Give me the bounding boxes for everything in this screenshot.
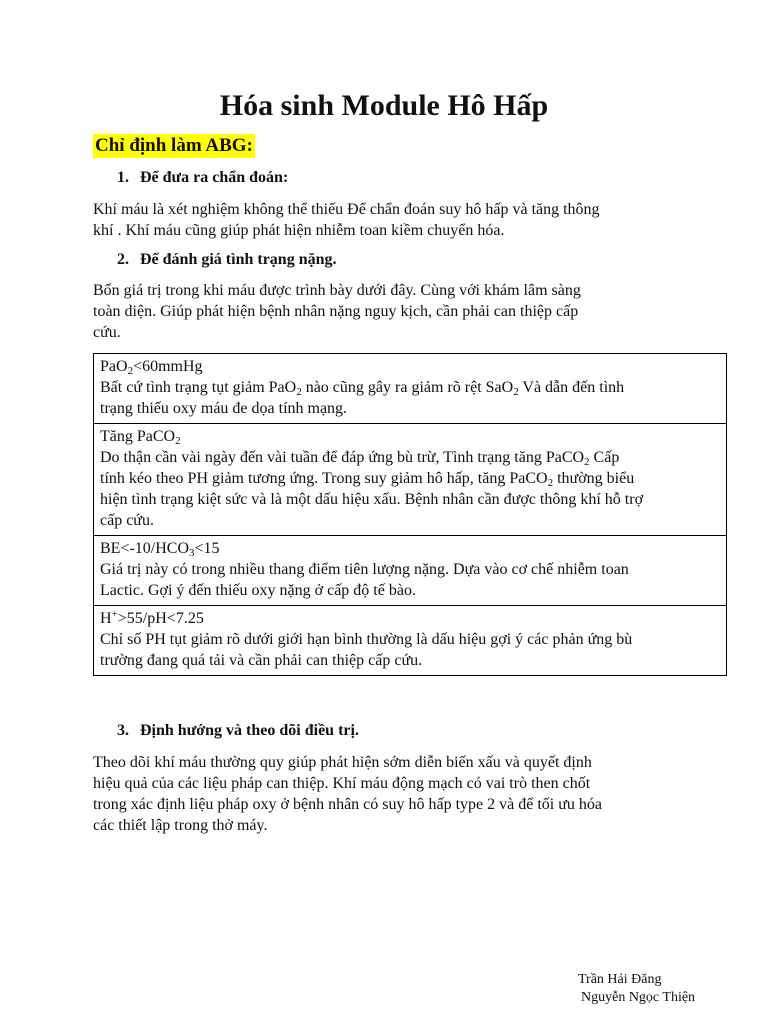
paragraph-line: Theo dõi khí máu thường quy giúp phát hiện sớm diễn biến xấu và quyết định — [93, 754, 592, 771]
item-heading-3 — [117, 720, 359, 742]
cell-line: Chỉ số PH tụt giảm rõ dưới giới hạn bình thường là dấu hiệu gợi ý các phản ứng bù — [100, 631, 633, 648]
cell-line: Lactic. Gợi ý đến thiếu oxy nặng ở cấp độ tế bào. — [100, 582, 416, 599]
cell-heading: $BE<-10/HCO_3<15$ — [100, 540, 220, 559]
table-cell-be-hco3 — [94, 536, 727, 606]
cell-line: Bất cứ tình trạng tụt giảm PaO$_2$ nào cũng gây ra giảm rõ rệt SaO$_2$ Và dẫn đến tình — [100, 379, 625, 398]
table-cell-ph — [94, 606, 727, 676]
table-row — [94, 354, 727, 424]
paragraph-line: hiệu quả của các liệu pháp can thiệp. Khí máu động mạch có vai trò then chốt — [93, 775, 591, 792]
item-paragraph-3 — [93, 752, 693, 836]
item-heading-1 — [117, 167, 288, 189]
table-cell-paco2 — [94, 424, 727, 536]
item-heading-text-2: Để đánh giá tình trạng nặng. — [140, 251, 337, 268]
criteria-table — [93, 353, 727, 676]
paragraph-line: các thiết lập trong thở máy. — [93, 817, 268, 834]
item-number-2: 2. — [117, 251, 129, 268]
cell-line: hiện tình trạng kiệt sức và là một dấu hiệu xấu. Bệnh nhân cần được thông khí hỗ trợ — [100, 491, 644, 508]
item-number-1: 1. — [117, 169, 129, 186]
paragraph-line: toàn diện. Giúp phát hiện bệnh nhân nặng nguy kịch, cần phải can thiệp cấp — [93, 303, 579, 320]
table-row — [94, 424, 727, 536]
author-name-2: Nguyễn Ngọc Thiện — [581, 990, 696, 1005]
cell-line: tính kéo theo PH giảm tương ứng. Trong suy giảm hô hấp, tăng PaCO$_2$ thường biểu — [100, 470, 635, 489]
cell-line: Giá trị này có trong nhiều thang điểm tiên lượng nặng. Dựa vào cơ chế nhiễm toan — [100, 561, 629, 578]
item-paragraph-2 — [93, 280, 693, 343]
item-heading-text-1: Để đưa ra chẩn đoán: — [140, 169, 289, 186]
document-title: Hóa sinh Module Hô Hấp — [219, 89, 549, 122]
table-cell-pao2 — [94, 354, 727, 424]
author-name-1: Trần Hải Đăng — [578, 972, 662, 987]
paragraph-line: cứu. — [93, 324, 121, 341]
cell-line: Do thận cần vài ngày đến vài tuần để đáp ứng bù trừ, Tình trạng tăng PaCO$_2$ Cấp — [100, 449, 620, 468]
cell-heading: Tăng PaCO$_2$ — [100, 428, 181, 447]
cell-heading: H+>55/pH<7.25 — [100, 608, 204, 627]
item-heading-text-3: Định hướng và theo dõi điều trị. — [140, 722, 359, 739]
cell-line: cấp cứu. — [100, 512, 154, 529]
item-heading-2 — [117, 249, 337, 271]
paragraph-line: Bốn giá trị trong khi máu được trình bày dưới đây. Cùng với khám lâm sàng — [93, 282, 581, 299]
table-row — [94, 536, 727, 606]
section-heading-abg: Chỉ định làm ABG: — [95, 135, 253, 156]
paragraph-line: Khí máu là xét nghiệm không thể thiếu Để chẩn đoán suy hô hấp và tăng thông — [93, 201, 600, 218]
table-row — [94, 606, 727, 676]
cell-heading: PaO$_2$<60mmHg — [100, 358, 203, 377]
paragraph-line: khí . Khí máu cũng giúp phát hiện nhiễm toan kiềm chuyển hóa. — [93, 222, 505, 239]
paragraph-line: trong xác định liệu pháp oxy ở bệnh nhân có suy hô hấp type 2 và để tối ưu hóa — [93, 796, 603, 813]
item-paragraph-1 — [93, 199, 693, 241]
item-number-3: 3. — [117, 722, 129, 739]
cell-line: trạng thiếu oxy máu đe dọa tính mạng. — [100, 400, 348, 417]
cell-line: trường đang quá tải và cần phải can thiệp cấp cứu. — [100, 652, 423, 669]
